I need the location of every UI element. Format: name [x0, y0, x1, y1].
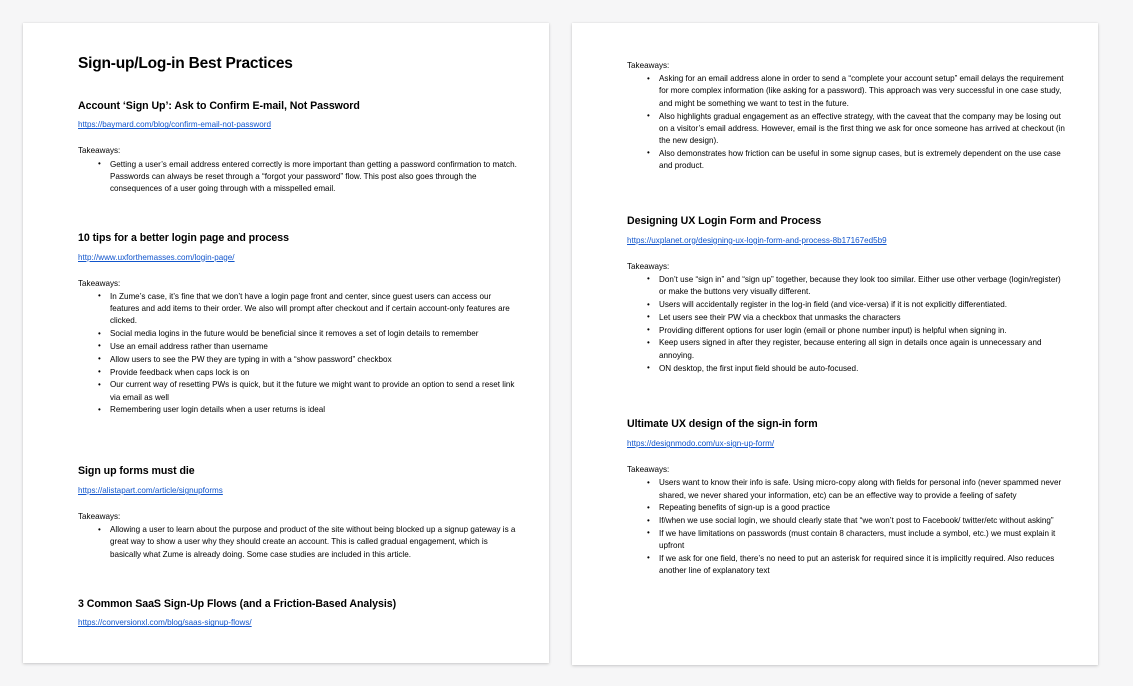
section-heading: Sign up forms must die	[78, 465, 195, 478]
list-item: • Providing different options for user login (email or phone number input) is helpful when signing in.	[627, 325, 1068, 337]
takeaways-list	[627, 73, 1068, 172]
page-1-content	[78, 55, 519, 630]
document-page-1	[23, 23, 549, 663]
takeaways-label: Takeaways:	[78, 512, 121, 522]
section-designing-ux-login-form	[627, 215, 1068, 375]
list-item: • Allow users to see the PW they are typing in with a “show password” checkbox	[78, 354, 519, 366]
section-heading: Designing UX Login Form and Process	[627, 215, 822, 228]
list-item: • If we ask for one field, there’s no need to put an asterisk for required since it is implicitly required. Also reduces another line of explanatory text	[627, 553, 1068, 578]
takeaways-list	[78, 291, 519, 417]
list-item: • Our current way of resetting PWs is quick, but it the future we might want to provide an option to send a reset link via email as well	[78, 379, 519, 404]
section-heading: 10 tips for a better login page and process	[78, 231, 289, 244]
list-item: • Getting a user’s email address entered correctly is more important than getting a password confirmation to match. Passwords can always be reset through a “forgot your password” flow. This post also goes through the consequences of a user going through with a misspelled email.	[78, 159, 519, 196]
section-link[interactable]: https://designmodo.com/ux-sign-up-form/	[627, 439, 775, 449]
list-item: • Remembering user login details when a user returns is ideal	[78, 404, 519, 416]
section-spacer	[627, 375, 1068, 418]
takeaways-label: Takeaways:	[78, 278, 121, 288]
takeaways-label: Takeaways:	[78, 146, 121, 156]
list-item: • Social media logins in the future would be beneficial since it removes a set of login details to remember	[78, 328, 519, 340]
list-item: • Also demonstrates how friction can be useful in some signup cases, but is extremely dependent on the use case and product.	[627, 148, 1068, 173]
takeaways-list	[627, 477, 1068, 577]
list-item: • If we have limitations on passwords (must contain 8 characters, must include a symbol, etc.) we must explain it upfront	[627, 528, 1068, 553]
section-spacer	[78, 196, 519, 232]
list-item: • Let users see their PW via a checkbox that unmasks the characters	[627, 312, 1068, 324]
section-link[interactable]: https://uxplanet.org/designing-ux-login-form-and-process-8b17167ed5b9	[627, 235, 887, 245]
section-confirm-email	[78, 100, 519, 196]
section-heading: Ultimate UX design of the sign-in form	[627, 418, 818, 431]
list-item: • Also highlights gradual engagement as an effective strategy, with the caveat that the company may be losing out on a visitor’s email address. However, email is the first thing we ask for once someone has arrived at checkout (in the new design).	[627, 111, 1068, 148]
list-item: • Provide feedback when caps lock is on	[78, 367, 519, 379]
section-saas-signup-flows	[78, 598, 519, 631]
section-saas-signup-flows-continued	[627, 60, 1068, 173]
list-item: • Repeating benefits of sign-up is a good practice	[627, 502, 1068, 514]
section-heading: Account ‘Sign Up’: Ask to Confirm E-mail, Not Password	[78, 99, 360, 112]
list-item: • Keep users signed in after they register, because entering all sign in details once again is unnecessary and annoying.	[627, 337, 1068, 362]
section-link[interactable]: https://baymard.com/blog/confirm-email-not-password	[78, 120, 271, 130]
list-item: • ON desktop, the first input field should be auto-focused.	[627, 363, 1068, 375]
section-link[interactable]: https://conversionxl.com/blog/saas-signup-flows/	[78, 618, 252, 628]
list-item: • In Zume’s case, it’s fine that we don’t have a login page front and center, since guest users can access our features and add items to their order. We also will prompt after checkout and if certain account-only features are clicked.	[78, 291, 519, 328]
page-2-content	[627, 60, 1068, 578]
list-item: • Don’t use “sign in” and “sign up” together, because they look too similar. Either use other verbage (login/register) or make the buttons very visually different.	[627, 274, 1068, 299]
list-item: • Asking for an email address alone in order to send a “complete your account setup” email delays the requirement for more complex information (like asking for a password). This approach was very successful in one case study, and might be something we want to test in the future.	[627, 73, 1068, 110]
list-item: • Users will accidentally register in the log-in field (and vice-versa) if it is not explicitly differentiated.	[627, 299, 1068, 311]
list-item: • If/when we use social login, we should clearly state that “we won’t post to Facebook/ twitter/etc without asking”	[627, 515, 1068, 527]
section-link[interactable]: https://alistapart.com/article/signupforms	[78, 486, 223, 496]
takeaways-label: Takeaways:	[627, 261, 670, 271]
takeaways-list	[78, 159, 519, 196]
takeaways-list	[627, 274, 1068, 375]
section-link[interactable]: http://www.uxforthemasses.com/login-page/	[78, 252, 235, 262]
document-page-2	[572, 23, 1098, 665]
takeaways-label: Takeaways:	[627, 61, 670, 70]
takeaways-list	[78, 524, 519, 561]
section-ultimate-ux-signin-form	[627, 418, 1068, 577]
takeaways-label: Takeaways:	[627, 465, 670, 475]
section-spacer	[627, 173, 1068, 215]
section-heading: 3 Common SaaS Sign-Up Flows (and a Friction-Based Analysis)	[78, 597, 397, 610]
list-item: • Use an email address rather than username	[78, 341, 519, 353]
list-item: • Allowing a user to learn about the purpose and product of the site without being blocked up a signup gateway is a great way to show a user why they should create an account. This is called gradual engagement, which is basically what Zume is already doing. Some case studies are included in this article.	[78, 524, 519, 561]
section-spacer	[78, 417, 519, 465]
section-spacer	[78, 562, 519, 598]
section-signup-forms-must-die	[78, 465, 519, 561]
list-item: • Users want to know their info is safe. Using micro-copy along with fields for personal info (never spammed never shared, we never shared your information, etc) can be an effective way to provide a feeling of safety	[627, 477, 1068, 502]
section-login-tips	[78, 232, 519, 417]
page-title: Sign-up/Log-in Best Practices	[78, 55, 293, 72]
